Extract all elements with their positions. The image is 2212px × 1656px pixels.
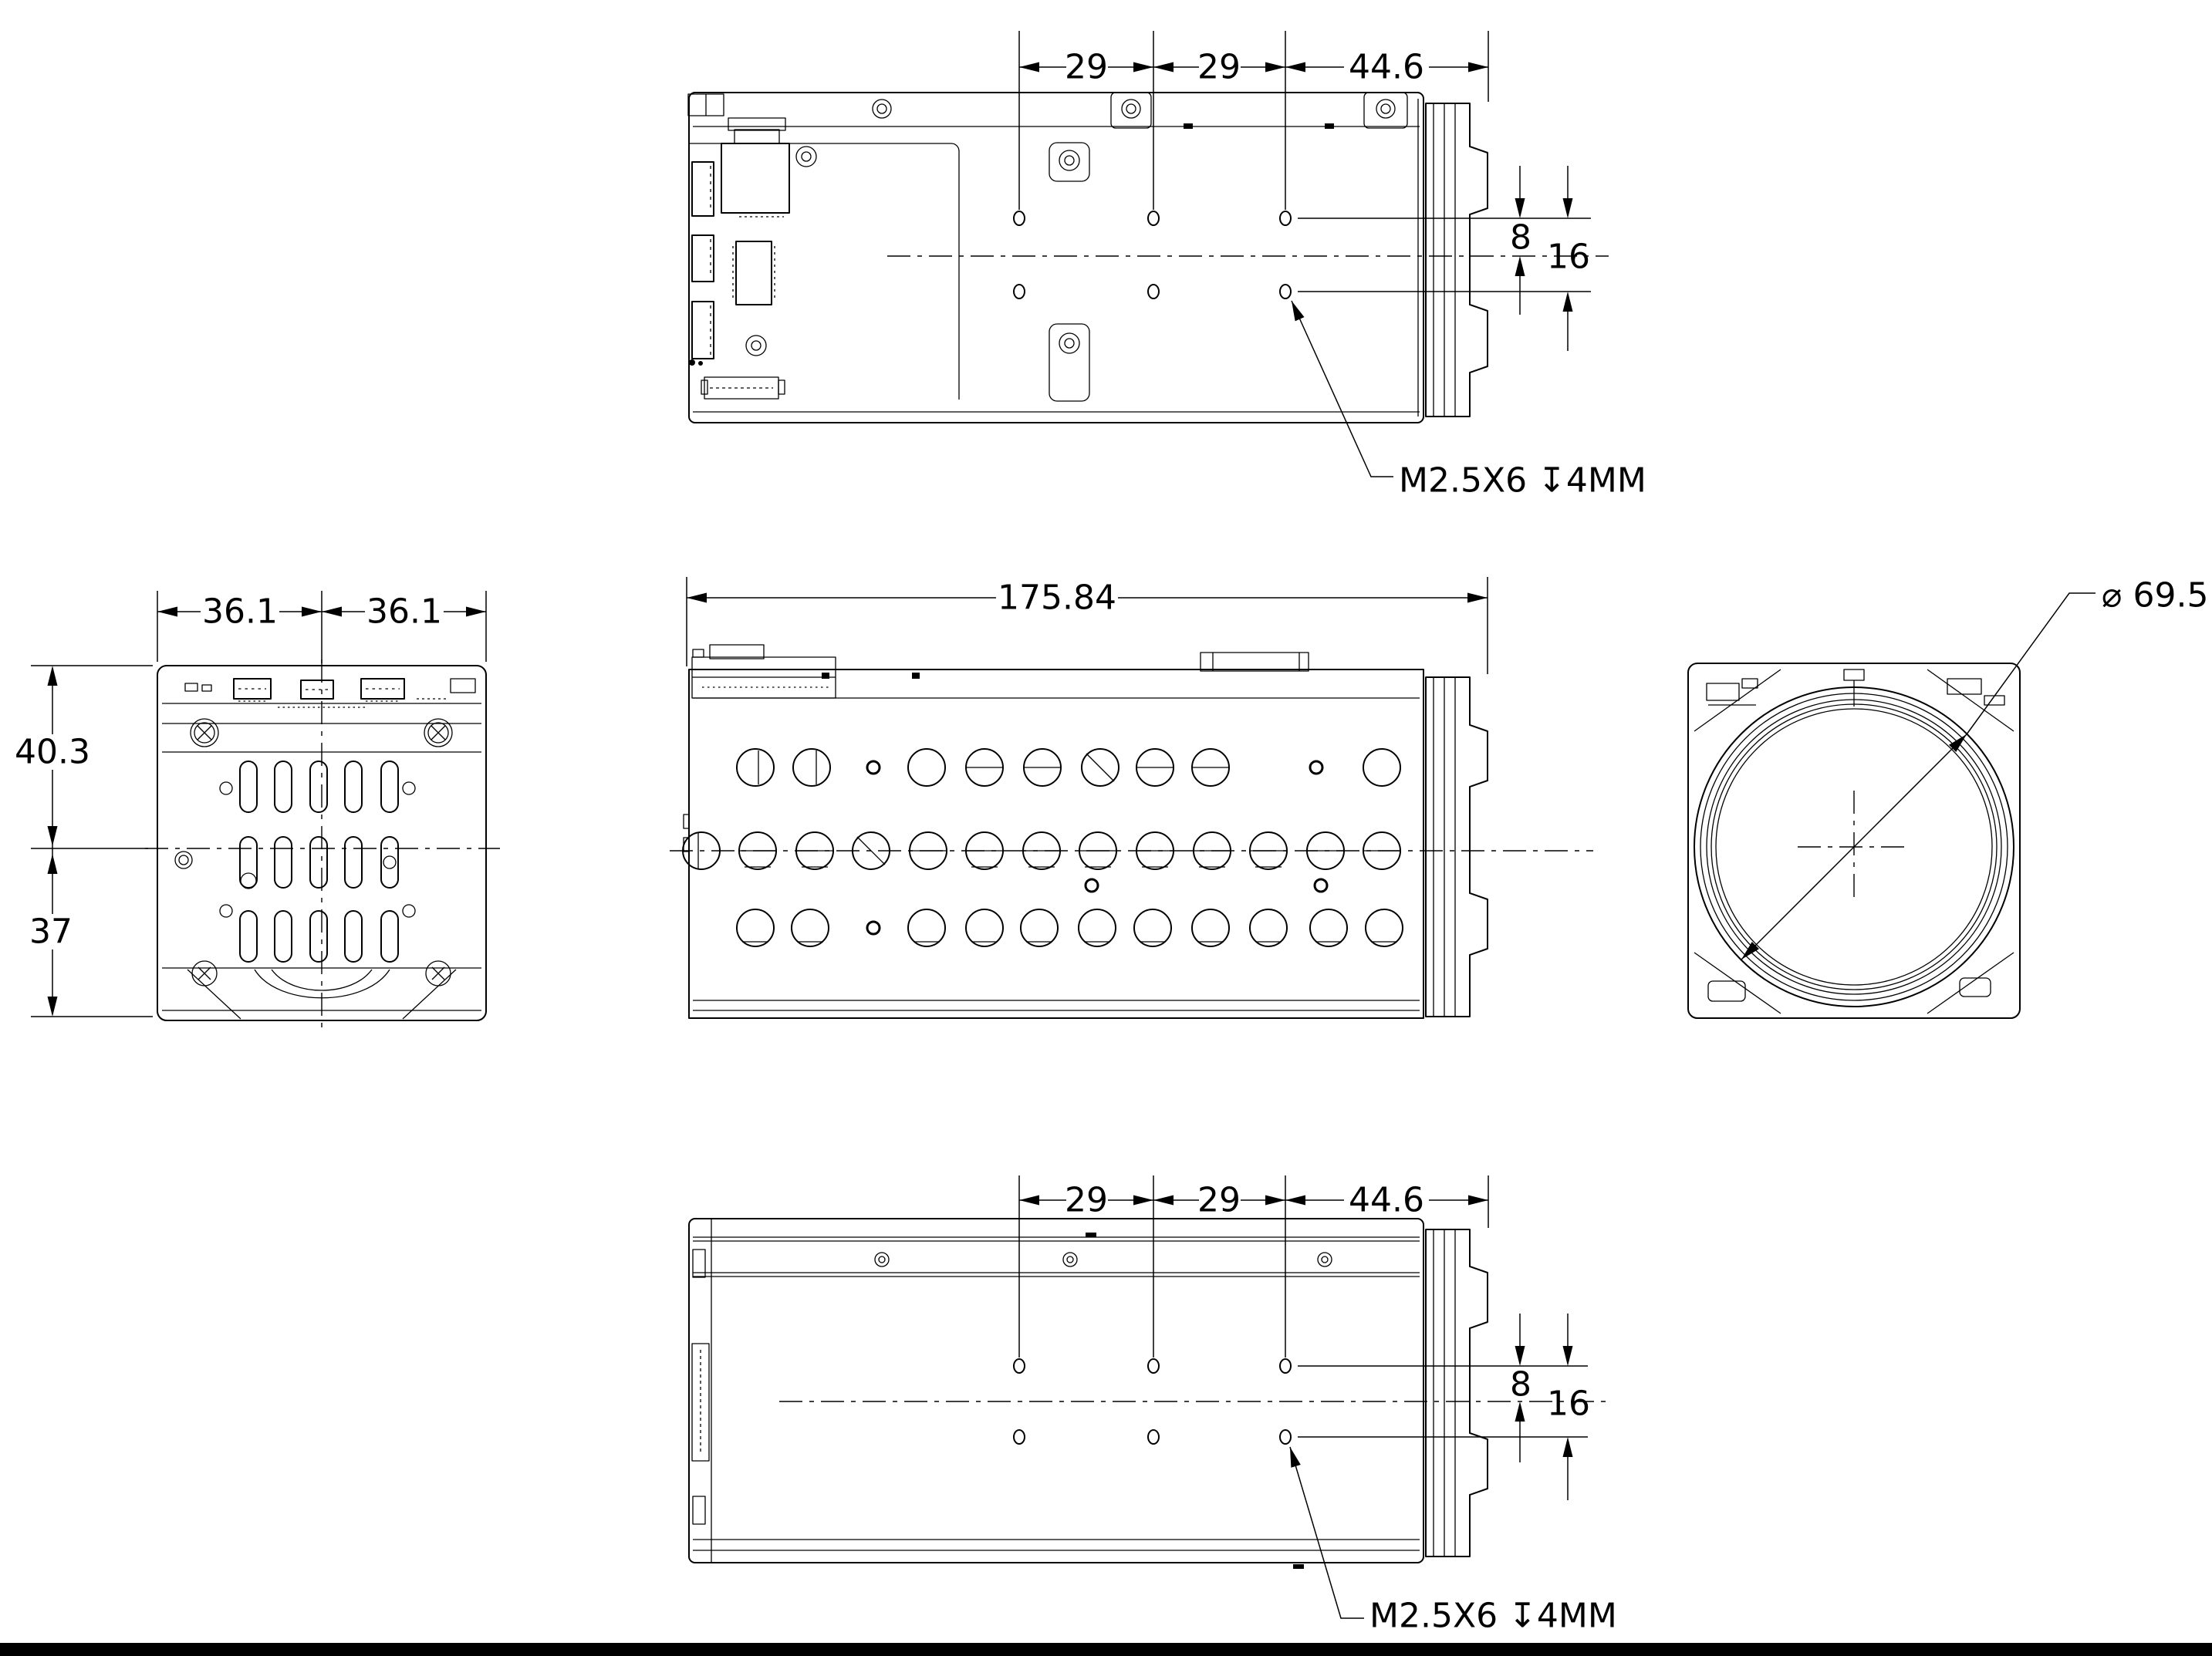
dim-text-40-3: 40.3 xyxy=(15,732,90,772)
side-view-vent-holes xyxy=(683,749,1403,946)
rear-view xyxy=(14,591,500,1028)
dim-text-top-29-right: 29 xyxy=(1197,47,1241,87)
dim-text-lens-diameter: ⌀ 69.5 xyxy=(2102,575,2209,616)
mounting-hole xyxy=(1280,1359,1291,1373)
dim-text-top-29-left: 29 xyxy=(1065,47,1108,87)
bottom-view-front-bezel xyxy=(1426,1229,1488,1557)
dim-text-top-44-6: 44.6 xyxy=(1349,47,1424,87)
side-view-dimensions xyxy=(687,577,1488,674)
front-view xyxy=(1688,576,2208,1019)
top-view-screws xyxy=(746,93,1407,401)
thread-note-bottom: M2.5X6 ↧4MM xyxy=(1369,1596,1617,1636)
mounting-hole xyxy=(1014,1359,1025,1373)
dim-text-bottom-44-6: 44.6 xyxy=(1349,1180,1424,1220)
top-view-pcb-components xyxy=(688,94,1334,399)
front-view-dimensions xyxy=(1738,576,2208,963)
sheet-border-bar xyxy=(0,1643,2212,1656)
dim-text-bottom-8: 8 xyxy=(1510,1364,1532,1405)
dim-text-36-1-right: 36.1 xyxy=(366,592,442,632)
mounting-hole xyxy=(1014,285,1025,298)
side-view xyxy=(670,577,1593,1018)
mounting-hole xyxy=(1280,211,1291,225)
bottom-view xyxy=(689,1175,1617,1636)
rear-view-vent-slots xyxy=(175,761,415,962)
top-view-front-bezel xyxy=(1426,103,1488,417)
mounting-hole xyxy=(1280,1430,1291,1444)
dim-text-length: 175.84 xyxy=(998,578,1116,618)
dim-text-36-1-left: 36.1 xyxy=(202,592,278,632)
dim-text-bottom-16: 16 xyxy=(1547,1384,1590,1424)
side-view-outline xyxy=(684,645,1423,1018)
rear-view-dimensions xyxy=(14,591,486,1017)
top-view-dimensions xyxy=(1019,31,1646,501)
mounting-hole xyxy=(1014,1430,1025,1444)
dim-text-top-8: 8 xyxy=(1510,218,1532,258)
side-view-front-bezel xyxy=(1426,677,1488,1017)
top-view-mounting-holes xyxy=(1014,211,1291,298)
dim-text-top-16: 16 xyxy=(1547,237,1590,277)
mounting-hole xyxy=(1148,211,1159,225)
mounting-hole xyxy=(1280,285,1291,298)
dim-text-bottom-29-left: 29 xyxy=(1065,1180,1108,1220)
bottom-view-screws xyxy=(875,1253,1332,1266)
mounting-hole xyxy=(1148,1359,1159,1373)
bottom-view-dimensions xyxy=(1019,1175,1617,1636)
thread-note-top: M2.5X6 ↧4MM xyxy=(1399,460,1646,501)
top-view-outline xyxy=(689,93,1423,423)
top-view xyxy=(688,31,1646,501)
bottom-view-outline xyxy=(689,1219,1423,1569)
mounting-hole xyxy=(1148,285,1159,298)
dim-text-bottom-29-right: 29 xyxy=(1197,1180,1241,1220)
mounting-hole xyxy=(1014,211,1025,225)
dim-text-37: 37 xyxy=(29,912,73,952)
mounting-hole xyxy=(1148,1430,1159,1444)
